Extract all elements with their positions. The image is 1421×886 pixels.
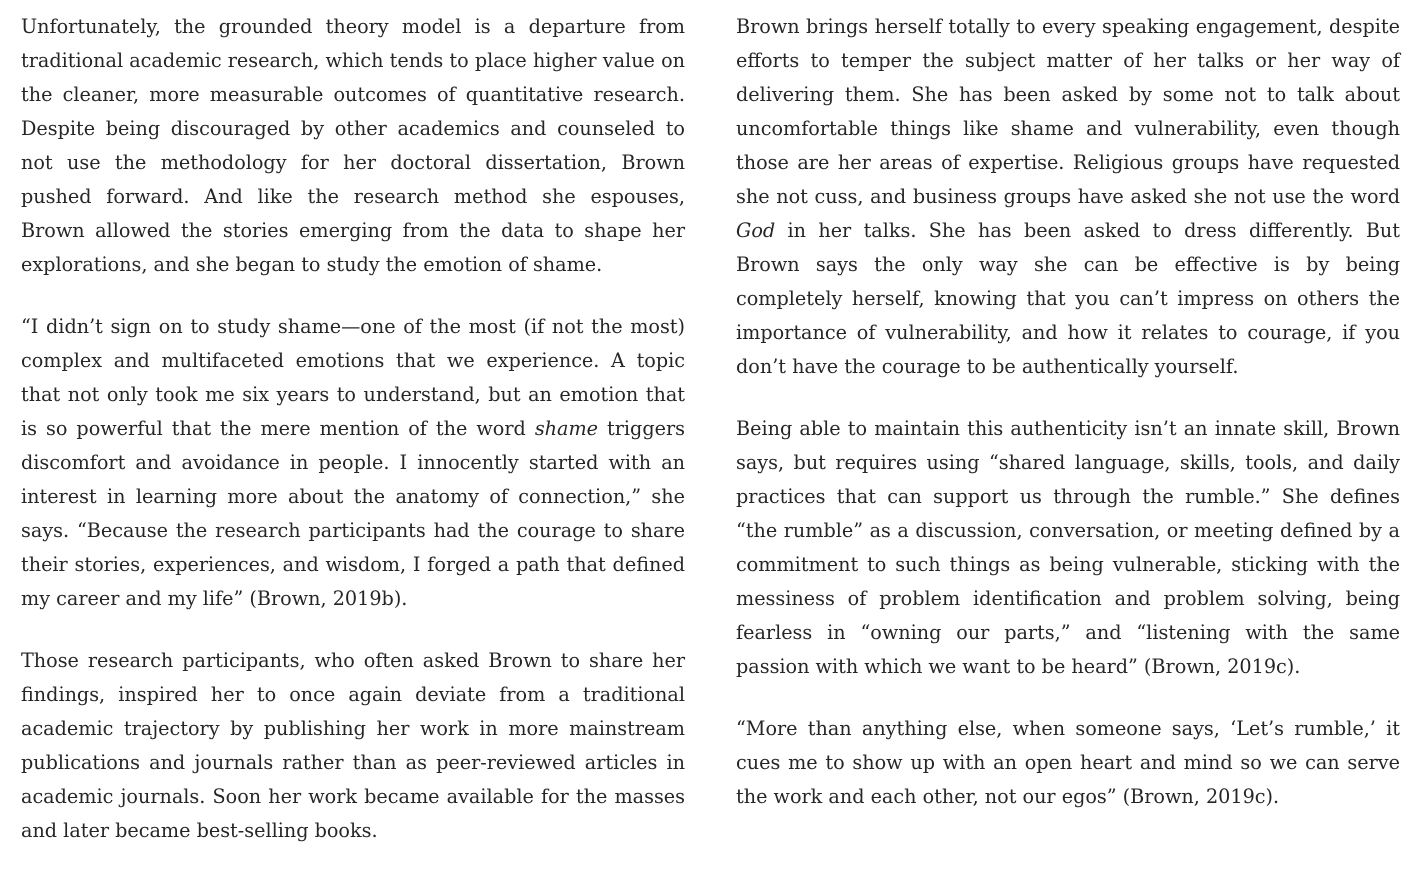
text-run: in her talks. She has been asked to dress differently. But Brown says the only way she can be effective is by being completely herself, knowing that you can’t impress on others the importance of vulnerability, and how it relates to courage, if you don’t have the courage to be authentically yourself. <box>736 219 1400 378</box>
emphasis-god: God <box>736 219 776 242</box>
paragraph <box>21 644 685 848</box>
paragraph <box>21 10 685 282</box>
paragraph <box>736 412 1400 684</box>
text-run: Being able to maintain this authenticity isn’t an innate skill, Brown says, but requires using “shared language, skills, tools, and daily practices that can support us through the rumble.” She defines “the rumble” as a discussion, conversation, or meeting defined by a commitment to such things as being vulnerable, sticking with the messiness of problem identification and problem solving, being fearless in “owning our parts,” and “listening with the same passion with which we want to be heard” (Brown, 2019c). <box>736 417 1400 678</box>
text-run: “More than anything else, when someone says, ‘Let’s rumble,’ it cues me to show up with an open heart and mind so we can serve the work and each other, not our egos” (Brown, 2019c). <box>736 717 1400 808</box>
paragraph <box>736 712 1400 814</box>
paragraph <box>736 10 1400 384</box>
left-column <box>21 10 685 876</box>
paragraph <box>21 310 685 616</box>
text-run: Unfortunately, the grounded theory model is a departure from traditional academic research, which tends to place higher value on the cleaner, more measurable outcomes of quantitative research. Despite being discouraged by other academics and counseled to not use the methodology for her doctoral dissertation, Brown pushed forward. And like the research method she espouses, Brown allowed the stories emerging from the data to shape her explorations, and she began to study the emotion of shame. <box>21 15 685 276</box>
text-run: “I didn’t sign on to study shame—one of the most (if not the most) complex and multifaceted emotions that we experience. A topic that not only took me six years to understand, but an emotion that is so powerful that the mere mention of the word <box>21 315 685 440</box>
text-run: Brown brings herself totally to every speaking engagement, despite efforts to temper the subject matter of her talks or her way of delivering them. She has been asked by some not to talk about uncomfortable things like shame and vulnerability, even though those are her areas of expertise. Religious groups have requested she not cuss, and business groups have asked she not use the word <box>736 15 1400 208</box>
emphasis-shame: shame <box>534 417 599 440</box>
right-column <box>736 10 1400 842</box>
text-run: triggers discomfort and avoidance in people. I innocently started with an interest in learning more about the anatomy of connection,” she says. “Because the research participants had the courage to share their stories, experiences, and wisdom, I forged a path that defined my career and my life” (Brown, 2019b). <box>21 417 685 610</box>
text-run: Those research participants, who often asked Brown to share her findings, inspired her to once again deviate from a traditional academic trajectory by publishing her work in more mainstream publications and journals rather than as peer-reviewed articles in academic journals. Soon her work became available for the masses and later became best-selling books. <box>21 649 685 842</box>
